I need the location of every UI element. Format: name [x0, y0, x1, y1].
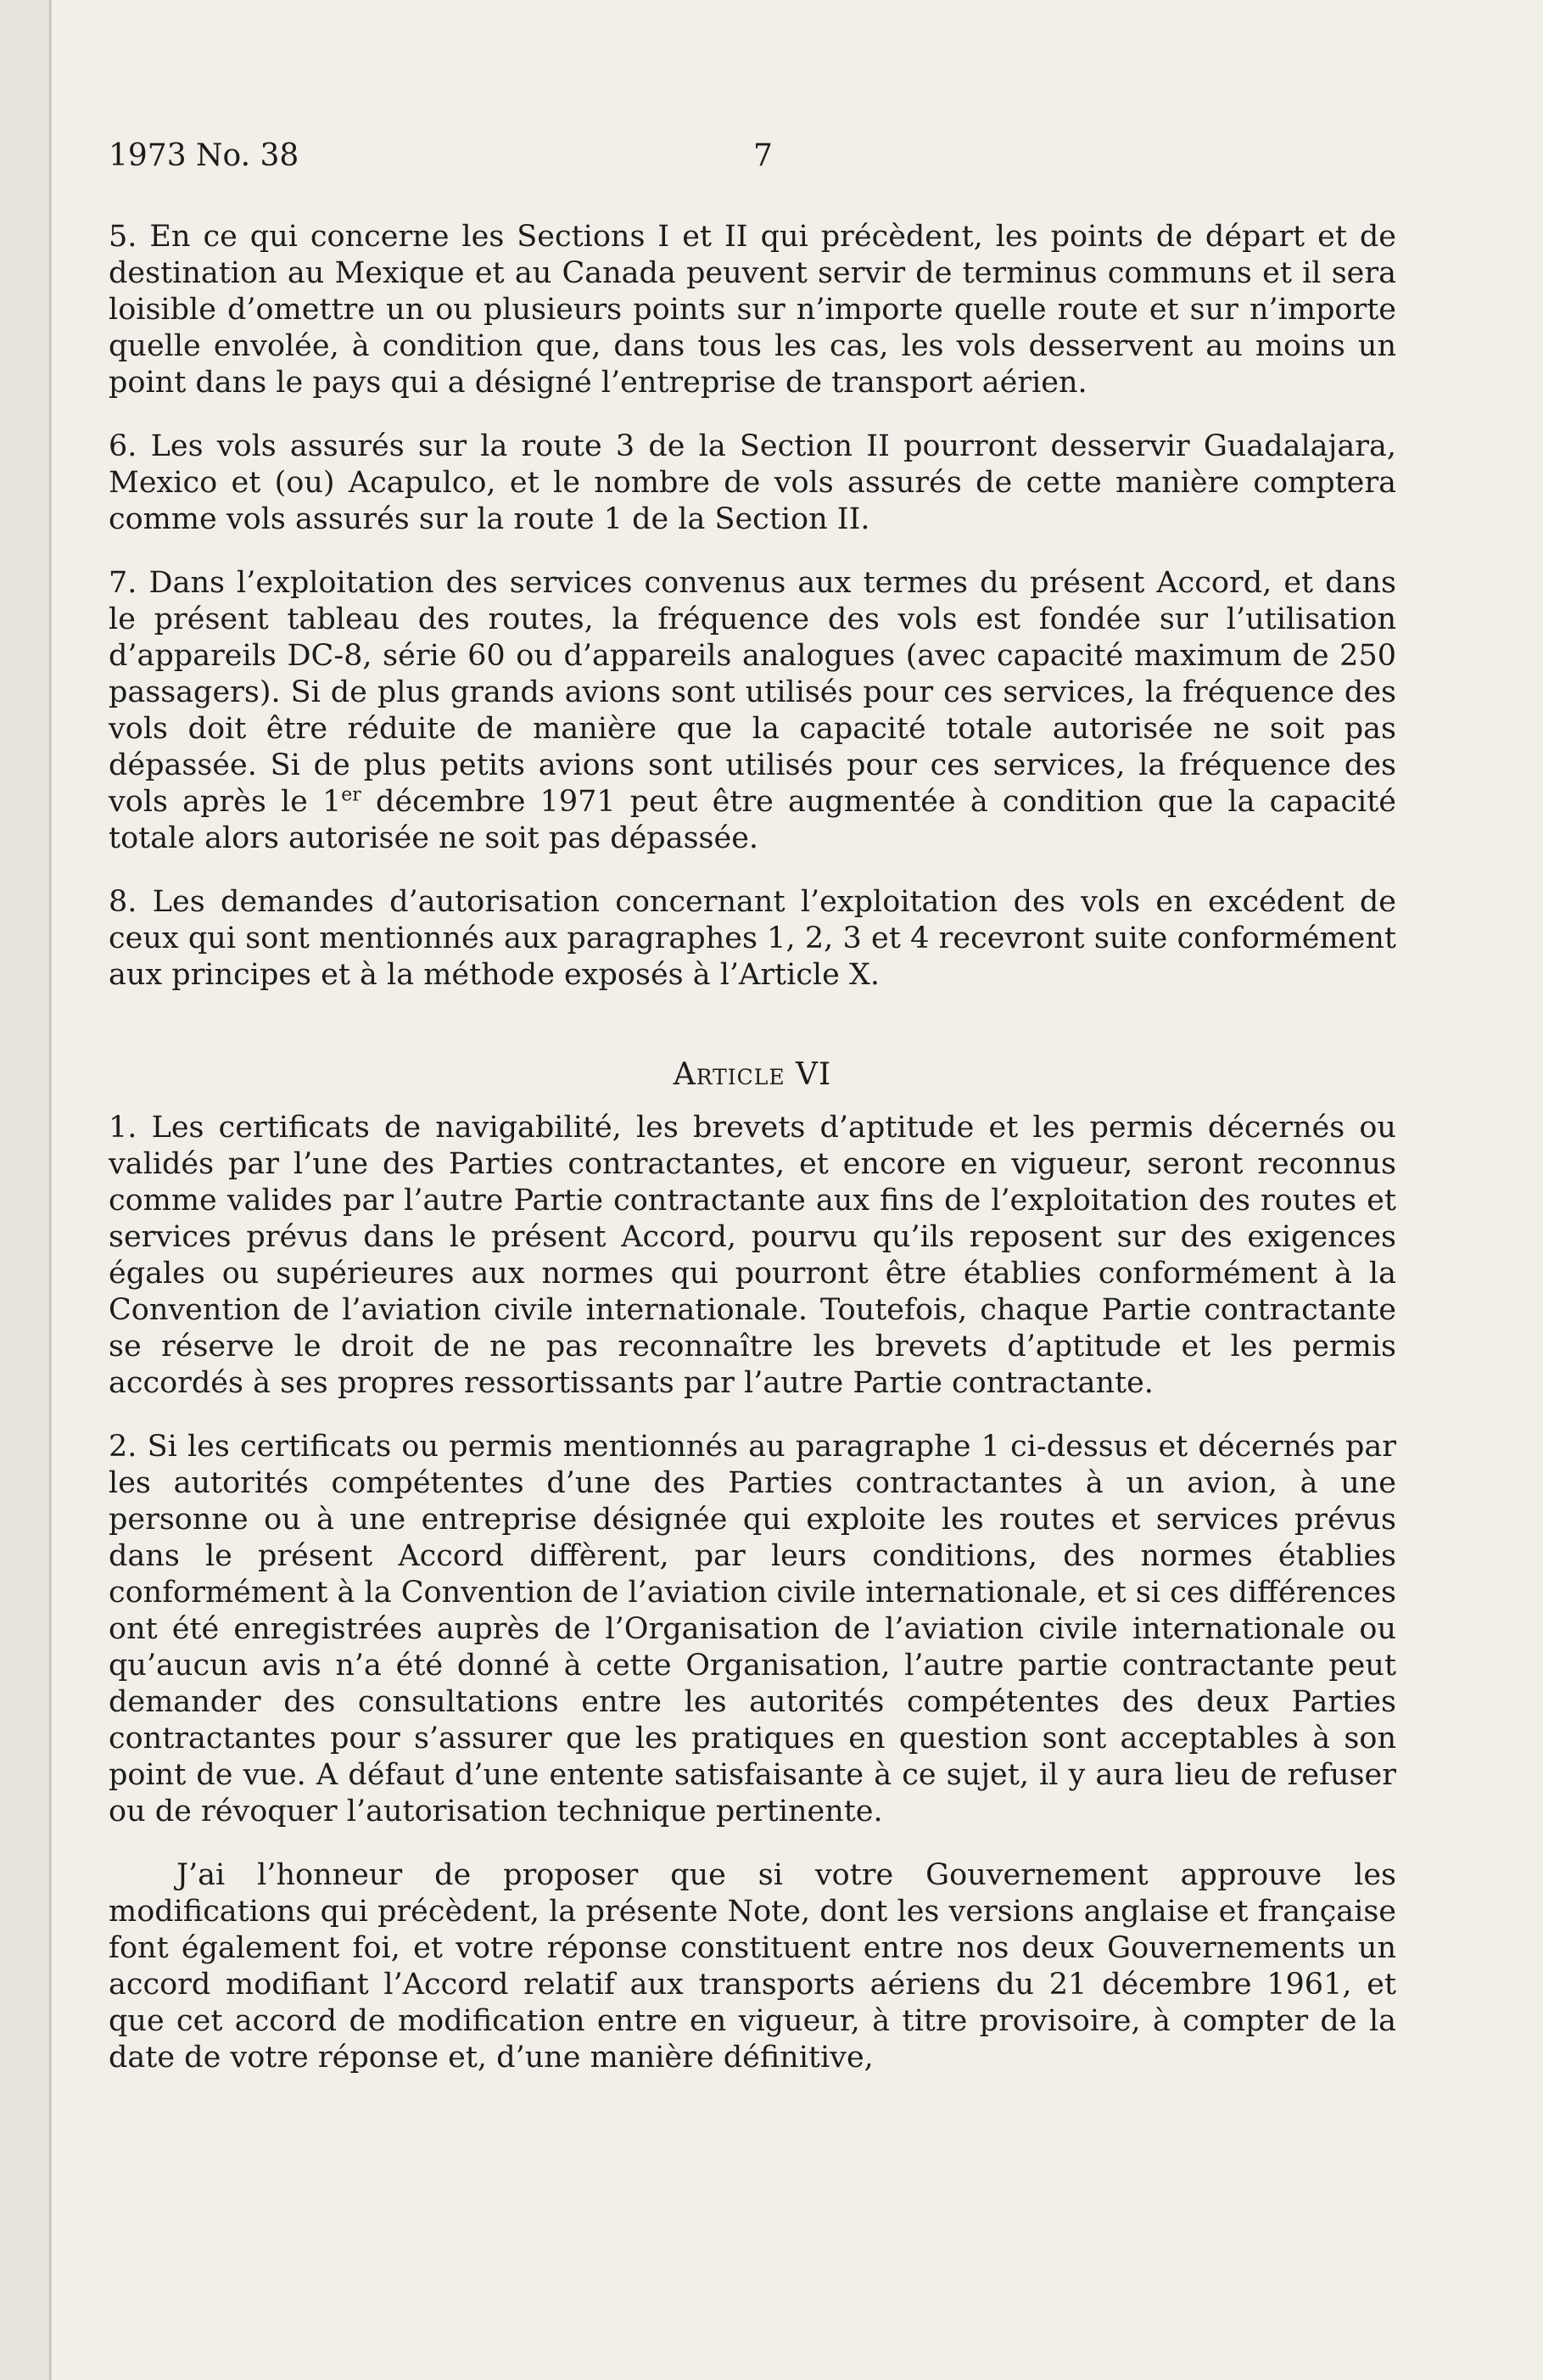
paragraph-5 — [109, 219, 1396, 401]
paragraph-number: 1. — [109, 1111, 137, 1145]
article-vi-paragraph-2 — [109, 1429, 1396, 1830]
page-header — [109, 138, 1432, 181]
document-body — [109, 219, 1396, 2103]
superscript-er: er — [341, 784, 361, 806]
closing-paragraph: J’ai l’honneur de proposer que si votre Gouvernement approuve les modifications qui précèdent, la présente Note, dont les versions anglaise et française font également foi, et votre réponse constituent entre nos deux Gouvernements un accord modifiant l’Accord relatif aux transports aériens du 21 décembre 1961, et que cet accord de modification entre en vigueur, à titre provisoire, à compter de la date de votre réponse et, d’une manière définitive, — [109, 1858, 1396, 2075]
article-vi-paragraph-1 — [109, 1110, 1396, 1402]
paragraph-number: 5. — [109, 220, 137, 254]
running-head: 1973 No. 38 — [109, 138, 299, 173]
page-edge — [49, 0, 52, 2380]
paragraph-text: Les vols assurés sur la route 3 de la Section II pourront desservir Guadalajara, Mexico et (ou) Acapulco, et le nombre de vols assurés de cette manière comptera comme vols assurés sur la route 1 de la Section II. — [109, 429, 1396, 536]
paragraph-number: 6. — [109, 429, 137, 463]
paragraph-text: En ce qui concerne les Sections I et II qui précèdent, les points de départ et de destination au Mexique et au Canada peuvent servir de terminus communs et il sera loisible d’omettre un ou plusieurs points sur n’importe quelle route et sur n’importe quelle envolée, à condition que, dans tous les cas, les vols desservent au moins un point dans le pays qui a désigné l’entreprise de transport aérien. — [109, 220, 1396, 400]
page-number: 7 — [753, 138, 773, 173]
page-shadow — [0, 0, 49, 2380]
paragraph-number: 8. — [109, 885, 137, 919]
paragraph-8 — [109, 884, 1396, 994]
paragraph-7 — [109, 565, 1396, 857]
paragraph-text-continued: décembre 1971 peut être augmentée à condition que la capacité totale alors autorisée ne soit pas dépassée. — [109, 785, 1396, 855]
paragraph-number: 2. — [109, 1430, 137, 1464]
article-heading: Article VI — [673, 1057, 832, 1092]
paragraph-6 — [109, 428, 1396, 538]
paragraph-text: Si les certificats ou permis mentionnés au paragraphe 1 ci-dessus et décernés par les autorités compétentes d’une des Parties contractantes à un avion, à une personne ou à une entreprise désignée qui exploite les routes et services prévus dans le présent Accord diffèrent, par leurs conditions, des normes établies conformément à la Convention de l’aviation civile internationale, et si ces différences ont été enregistrées auprès de l’Organisation de l’aviation civile internationale ou qu’aucun avis n’a été donné à cette Organisation, l’autre partie contractante peut demander des consultations entre les autorités compétentes des deux Parties contractantes pour s’assurer que les pratiques en question sont acceptables à son point de vue. A défaut d’une entente satisfaisante à ce sujet, il y aura lieu de refuser ou de révoquer l’autorisation technique pertinente. — [109, 1430, 1396, 1828]
paragraph-text: Dans l’exploitation des services convenus aux termes du présent Accord, et dans le présent tableau des routes, la fréquence des vols est fondée sur l’utilisation d’appareils DC-8, série 60 ou d’appareils analogues (avec capacité maximum de 250 passagers). Si de plus grands avions sont utilisés pour ces services, la fréquence des vols doit être réduite de manière que la capacité totale autorisée ne soit pas dépassée. Si de plus petits avions sont utilisés pour ces services, la fréquence des vols après le 1 — [109, 566, 1396, 819]
paragraph-text: Les demandes d’autorisation concernant l’exploitation des vols en excédent de ceux qui sont mentionnés aux paragraphes 1, 2, 3 et 4 recevront suite conformément aux principes et à la méthode exposés à l’Article X. — [109, 885, 1396, 992]
paragraph-text: Les certificats de navigabilité, les brevets d’aptitude et les permis décernés ou validés par l’une des Parties contractantes, et encore en vigueur, seront reconnus comme valides par l’autre Partie contractante aux fins de l’exploitation des routes et services prévus dans le présent Accord, pourvu qu’ils reposent sur des exigences égales ou supérieures aux normes qui pourront être établies conformément à la Convention de l’aviation civile internationale. Toutefois, chaque Partie contractante se réserve le droit de ne pas reconnaître les brevets d’aptitude et les permis accordés à ses propres ressortissants par l’autre Partie contractante. — [109, 1111, 1396, 1400]
paragraph-number: 7. — [109, 566, 137, 600]
